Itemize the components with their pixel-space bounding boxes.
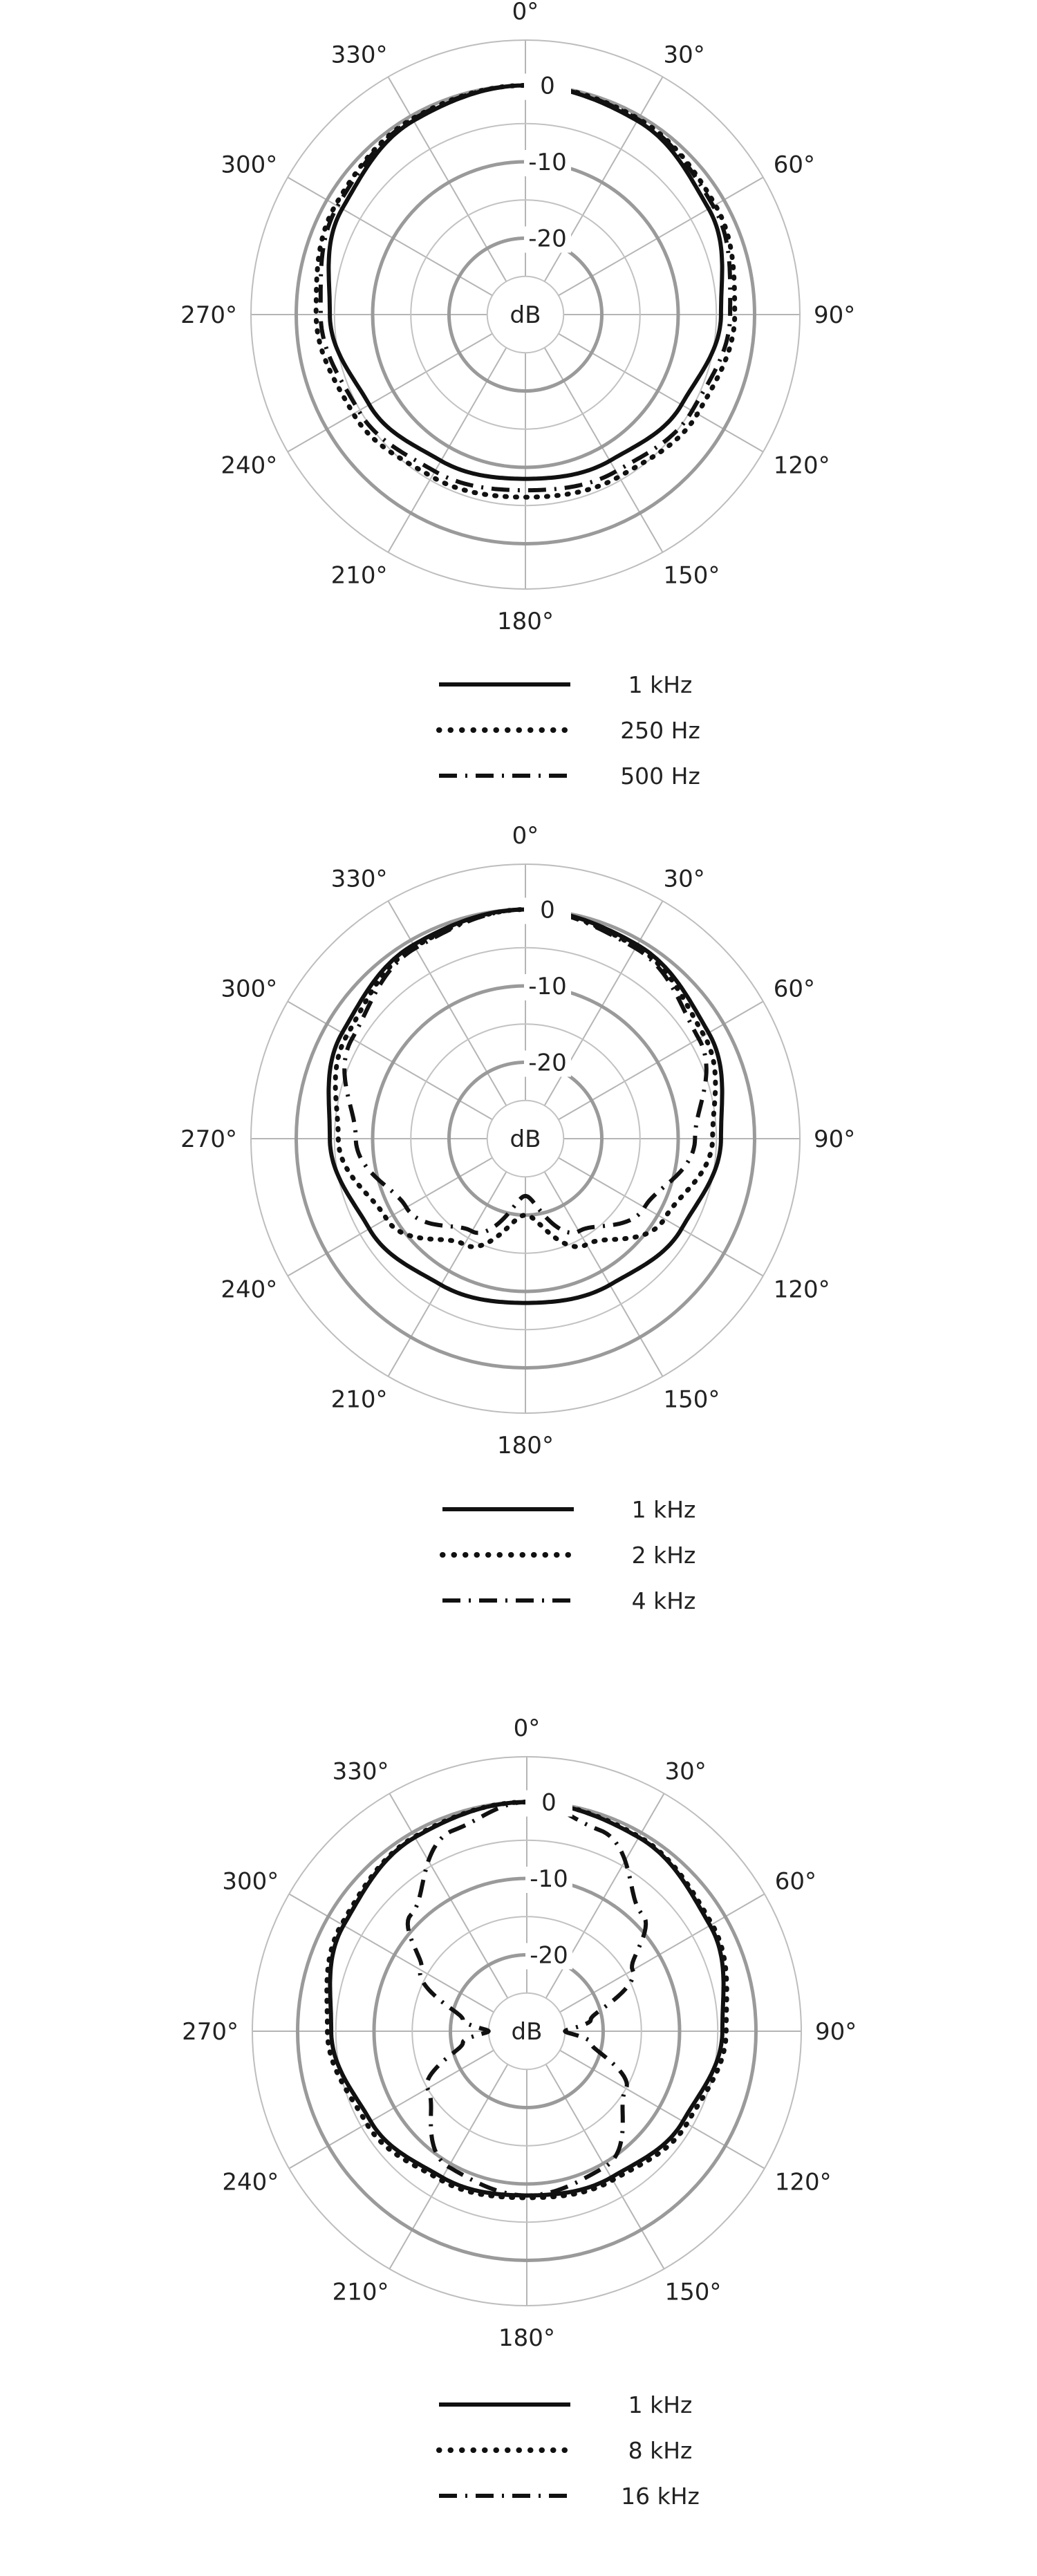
db-tick-label: -20 bbox=[530, 1941, 568, 1970]
angle-label: 300° bbox=[221, 975, 278, 1003]
angle-label: 330° bbox=[330, 865, 388, 893]
angle-label: 210° bbox=[332, 2278, 389, 2306]
angle-label: 120° bbox=[773, 1276, 830, 1304]
angle-label: 30° bbox=[664, 1757, 707, 1786]
legend bbox=[439, 671, 700, 790]
angle-label: 30° bbox=[663, 865, 705, 893]
angle-label: 0° bbox=[513, 1715, 541, 1742]
db-unit-label: dB bbox=[511, 2018, 543, 2046]
angle-label: 270° bbox=[180, 1126, 237, 1153]
spoke-line bbox=[389, 77, 507, 281]
spoke-line bbox=[560, 2051, 765, 2169]
angle-label: 150° bbox=[664, 2278, 722, 2306]
angle-label: 300° bbox=[221, 151, 278, 179]
angle-label: 60° bbox=[773, 975, 815, 1003]
legend-label: 4 kHz bbox=[631, 1587, 696, 1614]
db-tick-label: -20 bbox=[528, 1049, 567, 1077]
legend-label: 500 Hz bbox=[620, 763, 700, 790]
spoke-line bbox=[559, 1002, 763, 1120]
angle-label: 300° bbox=[222, 1867, 279, 1896]
legend-label: 1 kHz bbox=[628, 2391, 693, 2418]
angle-label: 30° bbox=[663, 41, 705, 69]
spoke-line bbox=[389, 348, 507, 552]
angle-label: 0° bbox=[512, 822, 539, 850]
spoke-line bbox=[560, 1894, 765, 2013]
spoke-line bbox=[289, 1894, 494, 2013]
angle-label: 0° bbox=[512, 0, 539, 26]
spoke-line bbox=[288, 334, 492, 452]
db-tick-label: 0 bbox=[541, 1789, 557, 1817]
legend-label: 1 kHz bbox=[631, 1496, 696, 1523]
angle-label: 180° bbox=[497, 1432, 554, 1459]
legend-label: 16 kHz bbox=[621, 2483, 700, 2510]
db-tick-label: 0 bbox=[540, 896, 555, 924]
db-tick-label: -20 bbox=[528, 225, 567, 253]
legend-label: 2 kHz bbox=[631, 1542, 696, 1569]
spoke-line bbox=[546, 2064, 664, 2269]
angle-label: 60° bbox=[773, 151, 815, 179]
angle-label: 90° bbox=[814, 1126, 856, 1153]
spoke-line bbox=[559, 1158, 763, 1276]
angle-label: 150° bbox=[663, 561, 720, 590]
spoke-line bbox=[545, 348, 663, 552]
spoke-line bbox=[545, 1172, 663, 1376]
spoke-line bbox=[288, 1158, 492, 1276]
db-tick-label: -10 bbox=[528, 973, 567, 1001]
angle-label: 120° bbox=[773, 451, 830, 480]
angle-label: 240° bbox=[221, 1276, 278, 1304]
angle-label: 90° bbox=[814, 301, 856, 329]
spoke-line bbox=[288, 1002, 492, 1120]
angle-label: 330° bbox=[332, 1757, 389, 1786]
angle-label: 330° bbox=[330, 41, 388, 69]
spoke-line bbox=[289, 2051, 494, 2169]
polar-chart-1 bbox=[180, 0, 855, 790]
spoke-line bbox=[390, 1793, 508, 1998]
db-tick-label: -10 bbox=[528, 149, 567, 177]
angle-label: 120° bbox=[774, 2168, 832, 2196]
angle-label: 240° bbox=[222, 2168, 279, 2196]
angle-label: 240° bbox=[221, 451, 278, 480]
legend-label: 8 kHz bbox=[628, 2437, 693, 2464]
angle-label: 90° bbox=[815, 2018, 857, 2046]
legend-label: 1 kHz bbox=[628, 671, 693, 698]
legend bbox=[442, 1496, 695, 1614]
angle-label: 150° bbox=[663, 1385, 720, 1414]
angle-label: 180° bbox=[497, 608, 554, 635]
angle-label: 210° bbox=[330, 561, 388, 590]
angle-label: 270° bbox=[180, 301, 237, 329]
angle-label: 60° bbox=[774, 1867, 816, 1896]
polar-chart-2 bbox=[180, 822, 855, 1614]
db-tick-label: 0 bbox=[540, 72, 555, 100]
angle-label: 270° bbox=[182, 2018, 239, 2046]
angle-label: 180° bbox=[498, 2324, 555, 2352]
db-unit-label: dB bbox=[510, 301, 541, 329]
legend bbox=[439, 2391, 700, 2510]
polar-chart-3 bbox=[182, 1715, 857, 2510]
spoke-line bbox=[559, 334, 763, 452]
db-unit-label: dB bbox=[510, 1126, 541, 1153]
db-tick-label: -10 bbox=[530, 1865, 568, 1894]
spoke-line bbox=[389, 1172, 507, 1376]
angle-label: 210° bbox=[330, 1385, 388, 1414]
legend-label: 250 Hz bbox=[620, 717, 700, 744]
